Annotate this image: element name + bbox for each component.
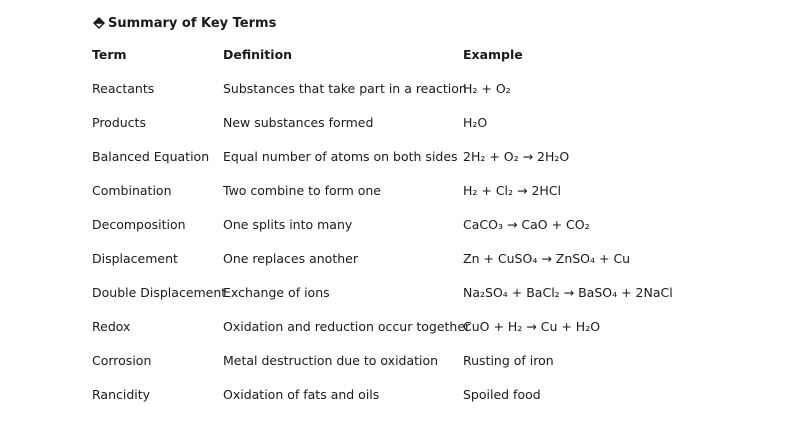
column-header-term: Term (92, 47, 127, 62)
table-row (92, 214, 732, 248)
key-terms-table (92, 44, 732, 418)
definition-cell: Equal number of atoms on both sides (223, 149, 458, 164)
section-heading-text: Summary of Key Terms (108, 15, 277, 31)
definition-cell: Metal destruction due to oxidation (223, 353, 439, 368)
example-cell: CaCO₃ → CaO + CO₂ (463, 217, 590, 232)
column-header-example: Example (463, 47, 523, 62)
column-header-definition: Definition (223, 47, 293, 62)
example-cell: Zn + CuSO₄ → ZnSO₄ + Cu (463, 251, 631, 266)
definition-cell: Substances that take part in a reaction (223, 81, 467, 96)
definition-cell: New substances formed (223, 115, 374, 130)
table-row (92, 384, 732, 418)
example-cell: Spoiled food (463, 387, 541, 402)
table-row (92, 180, 732, 214)
term-cell: Combination (92, 183, 172, 198)
definition-cell: Exchange of ions (223, 285, 330, 300)
example-cell: H₂O (463, 115, 488, 130)
term-cell: Displacement (92, 251, 178, 266)
section-heading (93, 13, 276, 33)
example-cell: Rusting of iron (463, 353, 554, 368)
term-cell: Products (92, 115, 146, 130)
example-cell: Na₂SO₄ + BaCl₂ → BaSO₄ + 2NaCl (463, 285, 673, 300)
table-header-row (92, 44, 732, 78)
example-cell: H₂ + Cl₂ → 2HCl (463, 183, 562, 198)
example-cell: CuO + H₂ → Cu + H₂O (463, 319, 601, 334)
example-cell: 2H₂ + O₂ → 2H₂O (463, 149, 570, 164)
term-cell: Decomposition (92, 217, 186, 232)
table-row (92, 316, 732, 350)
term-cell: Rancidity (92, 387, 151, 402)
table-row (92, 112, 732, 146)
definition-cell: Two combine to form one (223, 183, 382, 198)
diamond-bullet-icon (93, 17, 105, 29)
term-cell: Balanced Equation (92, 149, 210, 164)
table-row (92, 146, 732, 180)
table-row (92, 350, 732, 384)
table-row (92, 248, 732, 282)
definition-cell: Oxidation of fats and oils (223, 387, 380, 402)
definition-cell: One replaces another (223, 251, 358, 266)
table-body (92, 78, 732, 418)
term-cell: Redox (92, 319, 131, 334)
term-cell: Double Displacement (92, 285, 227, 300)
term-cell: Reactants (92, 81, 155, 96)
definition-cell: Oxidation and reduction occur together (223, 319, 471, 334)
table-row (92, 282, 732, 316)
table-row (92, 78, 732, 112)
example-cell: H₂ + O₂ (463, 81, 511, 96)
term-cell: Corrosion (92, 353, 152, 368)
definition-cell: One splits into many (223, 217, 353, 232)
